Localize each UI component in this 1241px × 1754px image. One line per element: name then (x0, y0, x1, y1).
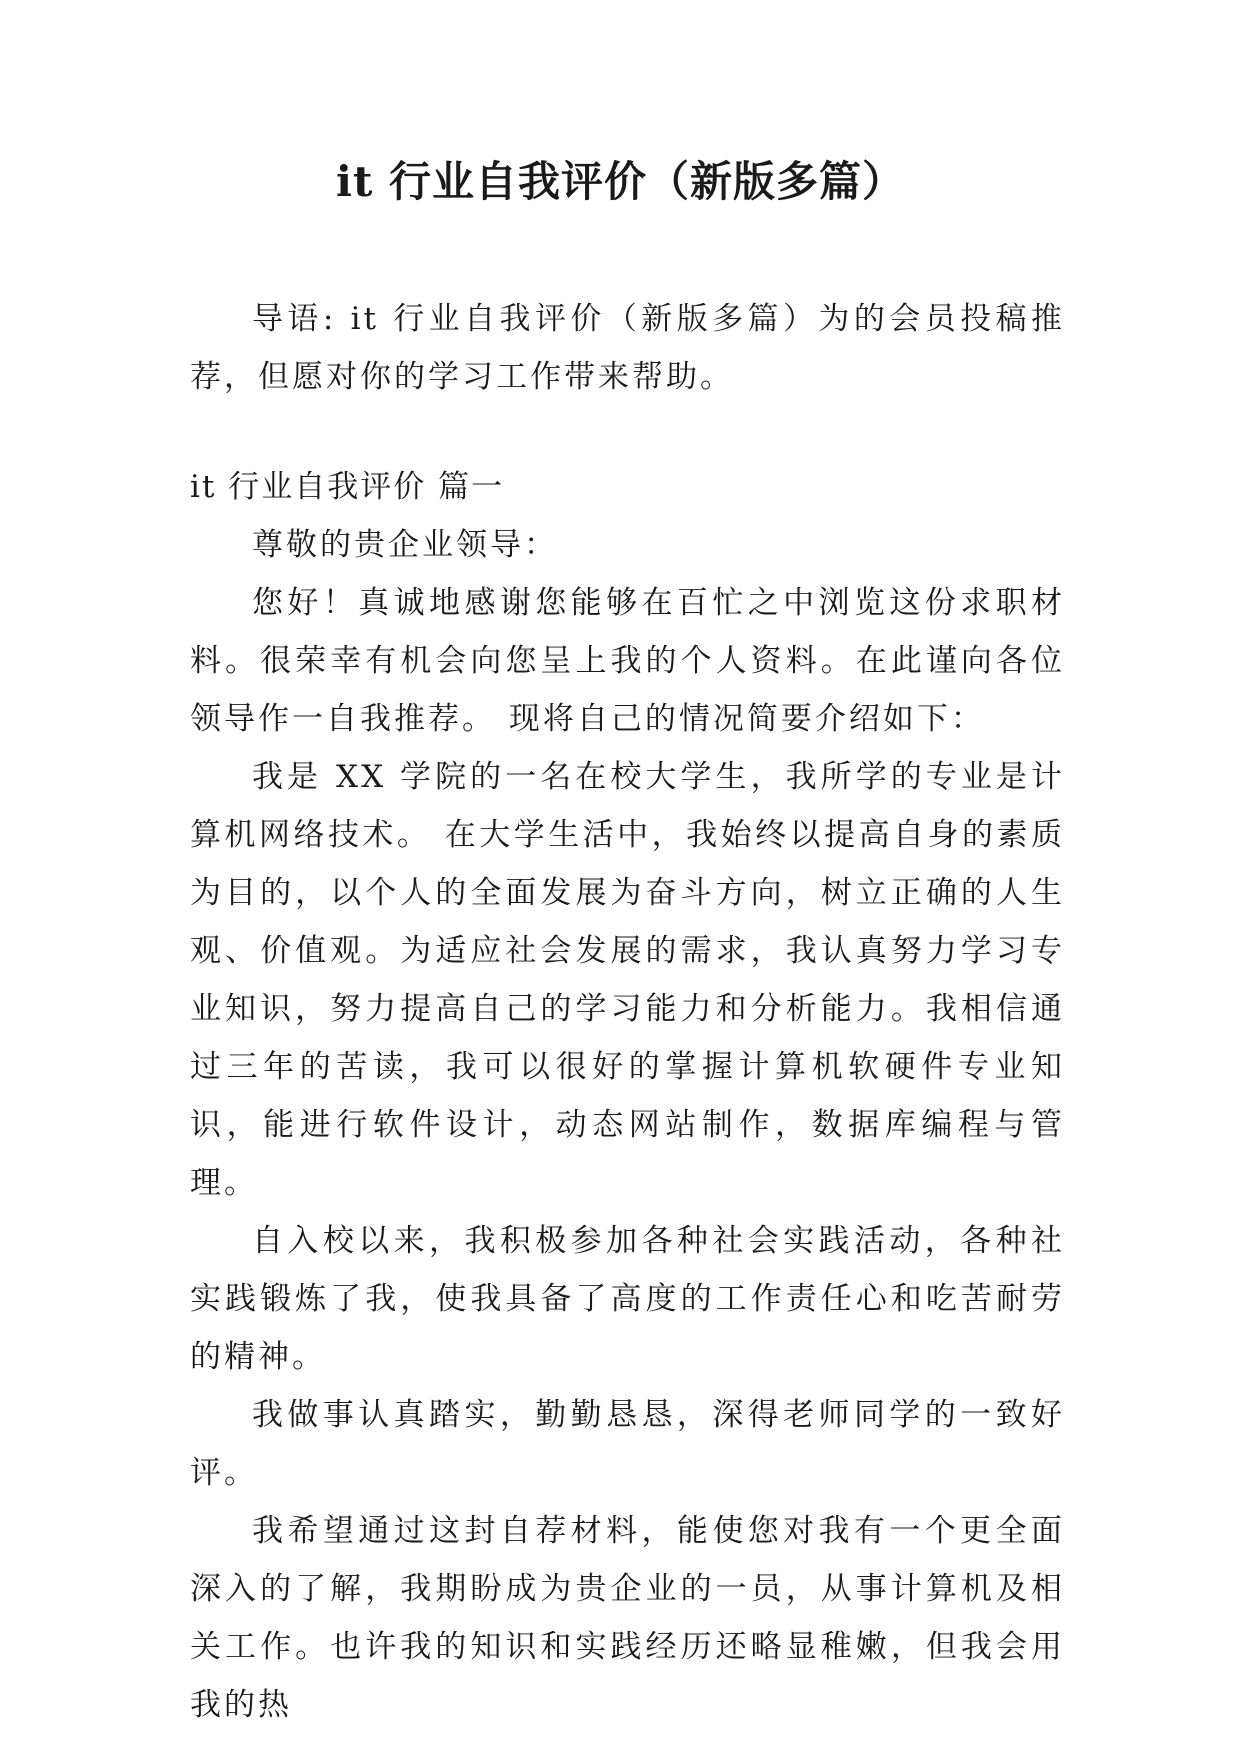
body-paragraph: 我是 XX 学院的一名在校大学生，我所学的专业是计算机网络技术。 在大学生活中，我始终以提高自身的素质为目的，以个人的全面发展为奋斗方向，树立正确的人生观、价值观。为适应社会发展的需求，我认真努力学习专业知识，努力提高自己的学习能力和分析能力。我相信通过三年的苦读，我可以很好的掌握计算机软硬件专业知识，能进行软件设计，动态网站制作，数据库编程与管理。 (190, 759, 1065, 1201)
body-paragraph: 我希望通过这封自荐材料，能使您对我有一个更全面深入的了解，我期盼成为贵企业的一员，从事计算机及相关工作。也许我的知识和实践经历还略显稚嫩，但我会用我的热 (190, 1513, 1065, 1723)
document-title: it 行业自我评价（新版多篇） (336, 157, 905, 206)
body-paragraph: 您好！真诚地感谢您能够在百忙之中浏览这份求职材料。很荣幸有机会向您呈上我的个人资料。在此谨向各位领导作一自我推荐。 现将自己的情况简要介绍如下： (190, 585, 1065, 737)
body-paragraph: 我做事认真踏实，勤勤恳恳，深得老师同学的一致好评。 (190, 1397, 1065, 1491)
main-section (190, 458, 1065, 1734)
intro-paragraph: 导语: it 行业自我评价（新版多篇）为的会员投稿推荐，但愿对你的学习工作带来帮助。 (190, 301, 1065, 395)
body-paragraph: 自入校以来，我积极参加各种社会实践活动，各种社实践锻炼了我，使我具备了高度的工作责任心和吃苦耐劳的精神。 (190, 1223, 1065, 1375)
salutation-paragraph: 尊敬的贵企业领导： (252, 527, 558, 563)
intro-section (190, 290, 1065, 406)
section-heading: it 行业自我评价 篇一 (190, 469, 505, 505)
